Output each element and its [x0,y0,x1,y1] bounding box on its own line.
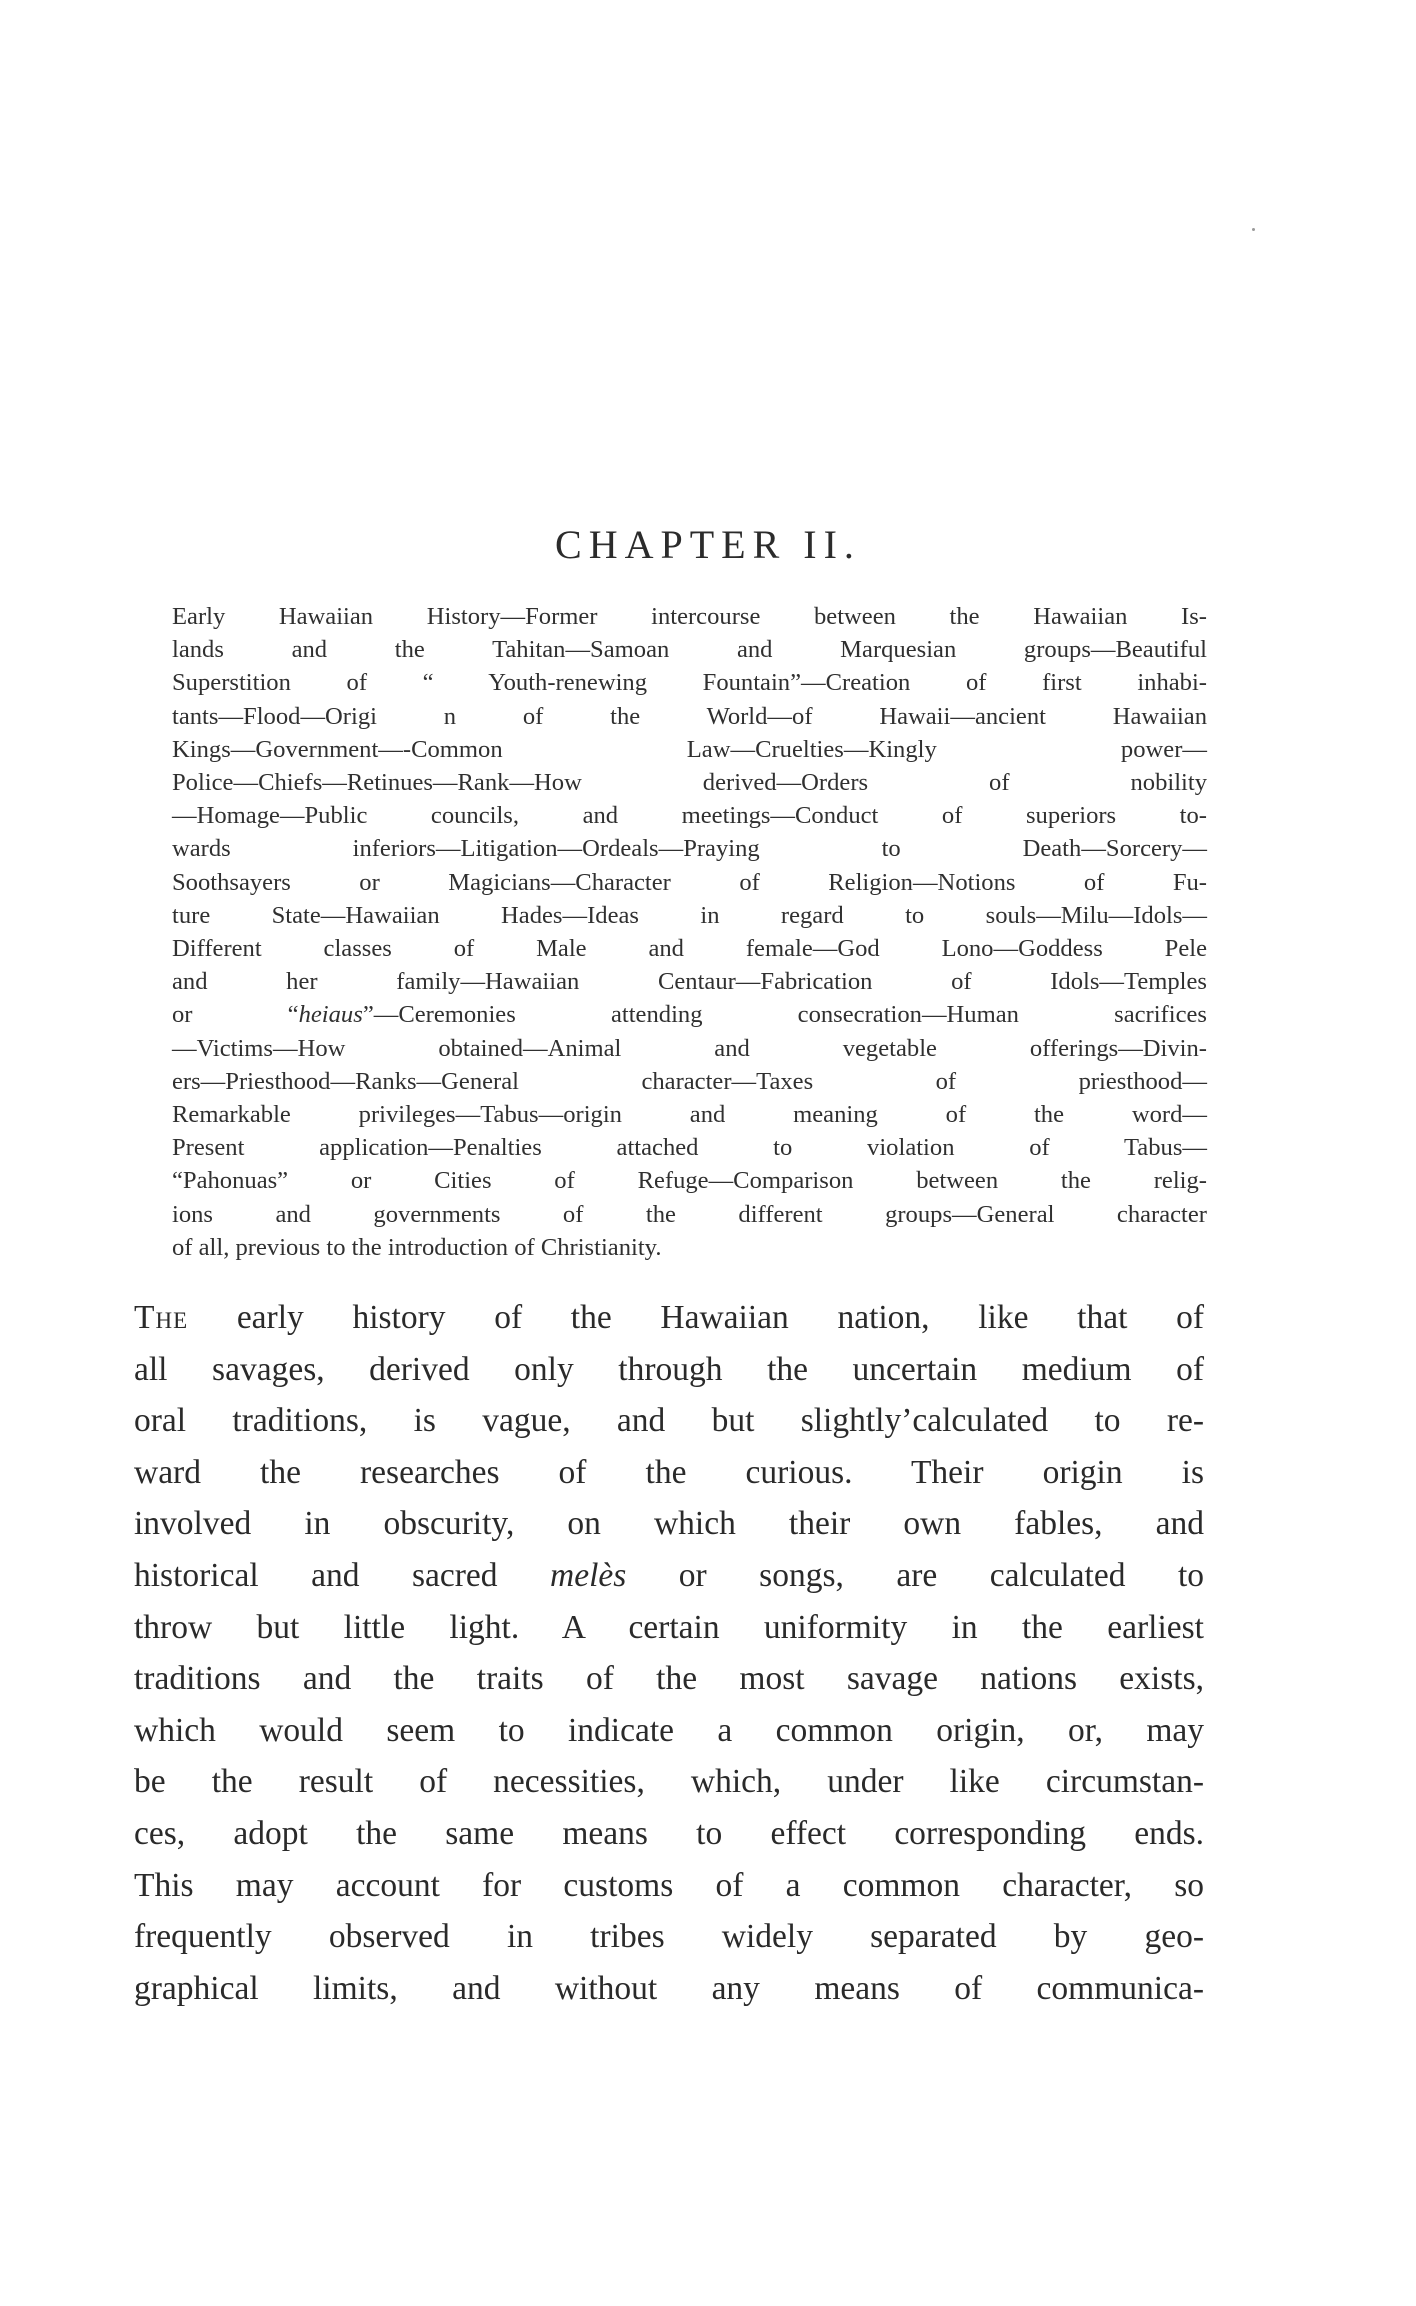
body-line: involved in obscurity, on which their own fables, and [134,1505,1204,1543]
synopsis-line: ture State—Hawaiian Hades—Ideas in regard to souls—Milu—Idols— [172,901,1207,929]
body-line: oral traditions, is vague, and but slightly’calculated to re- [134,1402,1204,1440]
body-line: be the result of necessities, which, under like circumstan- [134,1763,1204,1801]
synopsis-line: Different classes of Male and female—God Lono—Goddess Pele [172,935,1207,963]
body-line: ces, adopt the same means to effect corresponding ends. [134,1814,1204,1852]
synopsis-line: Superstition of “ Youth-renewing Fountain”—Creation of first inhabi- [172,669,1207,697]
synopsis-line-heiaus [172,998,1207,1031]
body-line: which would seem to indicate a common origin, or, may [134,1711,1204,1749]
synopsis-heiaus-term: heiaus [298,1001,363,1029]
chapter-heading: CHAPTER II. [555,522,861,567]
synopsis-line: Police—Chiefs—Retinues—Rank—How derived—Orders of nobility [172,769,1207,797]
synopsis-line: ers—Priesthood—Ranks—General character—Taxes of priesthood— [172,1067,1207,1095]
body-line: This may account for customs of a common character, so [134,1866,1204,1904]
synopsis-line: —Homage—Public councils, and meetings—Conduct of superiors to- [172,802,1207,830]
body-lead-word: The [134,1299,189,1336]
body-line-text: or songs, are calculated to [626,1556,1205,1594]
synopsis-line: Kings—Government—-Common Law—Cruelties—Kingly power— [172,735,1207,763]
synopsis-line: tants—Flood—Origi n of the World—of Hawaii—ancient Hawaiian [172,702,1207,730]
synopsis-line: —Victims—How obtained—Animal and vegetable offerings—Divin- [172,1034,1207,1062]
synopsis-line: lands and the Tahitan—Samoan and Marquesian groups—Beautiful [172,636,1207,664]
synopsis-line: Present application—Penalties attached to violation of Tabus— [172,1134,1207,1162]
body-line-text: early history of the Hawaiian nation, like that of [188,1299,1204,1336]
synopsis-line: Early Hawaiian History—Former intercourse between the Hawaiian Is- [172,603,1207,630]
synopsis-line: wards inferiors—Litigation—Ordeals—Praying to Death—Sorcery— [172,835,1207,863]
body-line: ward the researches of the curious. Their origin is [134,1453,1204,1491]
body-line: frequently observed in tribes widely separated by geo- [134,1918,1204,1956]
body-line [134,1550,1204,1602]
body-line: graphical limits, and without any means of communica- [134,1969,1204,2007]
body-line: throw but little light. A certain uniformity in the earliest [134,1608,1204,1646]
synopsis-line: of all, previous to the introduction of Christianity. [172,1233,662,1261]
synopsis-line: ions and governments of the different groups—General character [172,1200,1207,1228]
synopsis-open-quote: or “ [172,1001,299,1029]
body-meles-term: melès [550,1556,627,1594]
synopsis-line: Soothsayers or Magicians—Character of Religion—Notions of Fu- [172,868,1207,896]
synopsis-line: “Pahonuas” or Cities of Refuge—Comparison between the relig- [172,1167,1207,1195]
body-line-text: historical and sacred [134,1556,551,1594]
synopsis-heiaus-rest: ”—Ceremonies attending consecration—Human sacrifices [362,1001,1207,1029]
page-speck [1252,228,1255,231]
body-line: all savages, derived only through the uncertain medium of [134,1350,1204,1388]
synopsis-line: and her family—Hawaiian Centaur—Fabrication of Idols—Temples [172,968,1207,996]
synopsis-line: Remarkable privileges—Tabus—origin and meaning of the word— [172,1101,1207,1129]
chapter-synopsis [172,600,1207,1264]
body-paragraph [134,1292,1204,2014]
body-line: traditions and the traits of the most savage nations exists, [134,1660,1204,1698]
body-line [134,1292,1204,1344]
